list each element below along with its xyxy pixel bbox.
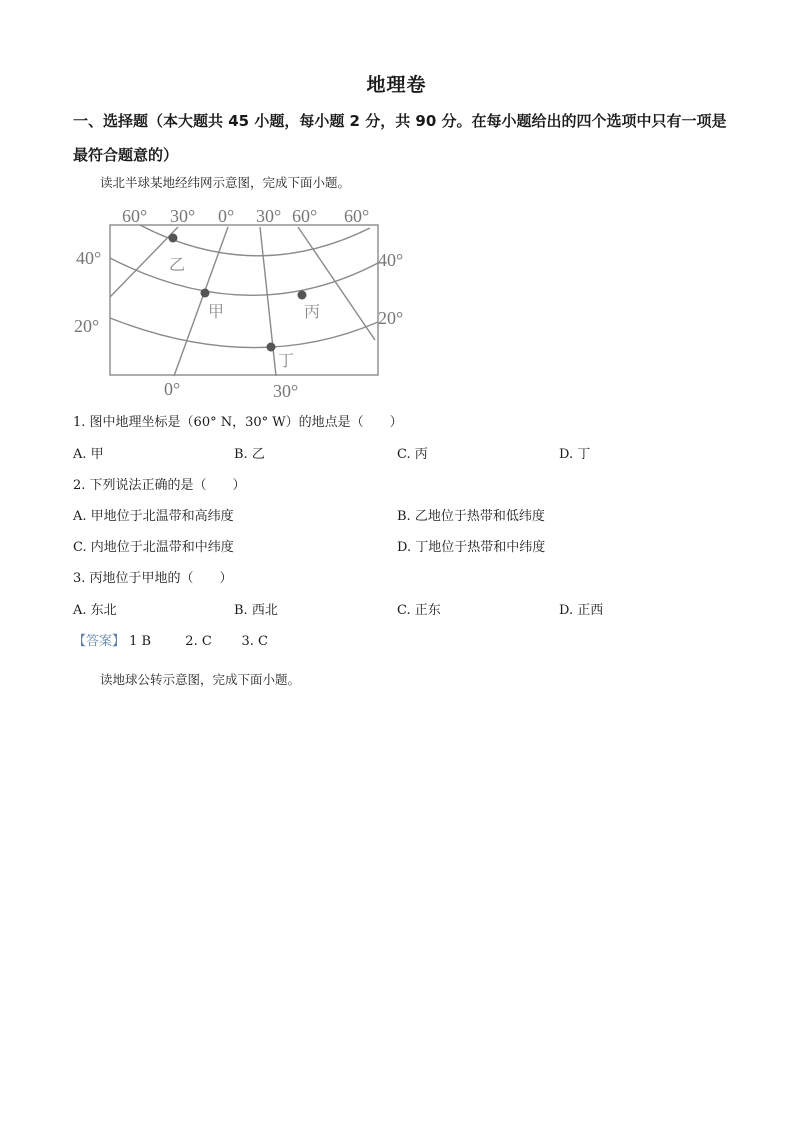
top-label-1: 60° bbox=[122, 206, 148, 226]
point-label-jia: 甲 bbox=[208, 302, 225, 321]
question-1-stem: 图中地理坐标是（60° N，30° W）的地点是（ ） bbox=[89, 415, 403, 430]
left-label-20: 20° bbox=[74, 316, 100, 336]
bottom-label-0: 0° bbox=[164, 379, 181, 399]
question-2-option-c[interactable]: C. 内地位于北温带和中纬度 bbox=[73, 540, 234, 555]
question-3-option-c[interactable]: C. 正东 bbox=[397, 603, 441, 618]
answer-line bbox=[73, 630, 268, 649]
question-1-option-b[interactable]: B. 乙 bbox=[234, 447, 265, 462]
question-3-number: 3. bbox=[73, 571, 86, 586]
top-label-5: 60° bbox=[292, 206, 318, 226]
point-bing bbox=[298, 291, 307, 300]
question-3 bbox=[73, 567, 233, 586]
top-label-6: 60° bbox=[344, 206, 370, 226]
answer-item-2: 2. C bbox=[185, 634, 212, 649]
answer-item-3: 3. C bbox=[241, 634, 268, 649]
question-3-option-a[interactable]: A. 东北 bbox=[73, 603, 117, 618]
top-label-4: 30° bbox=[256, 206, 282, 226]
point-jia bbox=[201, 289, 210, 298]
point-label-yi: 乙 bbox=[169, 255, 186, 274]
question-2-option-b[interactable]: B. 乙地位于热带和低纬度 bbox=[397, 509, 545, 524]
question-1-option-a[interactable]: A. 甲 bbox=[73, 447, 104, 462]
question-1-option-d[interactable]: D. 丁 bbox=[559, 447, 591, 462]
answer-label: 【答案】 bbox=[73, 634, 126, 649]
question-2 bbox=[73, 474, 246, 493]
question-1-number: 1. bbox=[73, 415, 86, 430]
bottom-label-30: 30° bbox=[273, 381, 299, 401]
top-label-2: 30° bbox=[170, 206, 196, 226]
answer-item-1: 1 B bbox=[129, 634, 152, 649]
question-2-option-a[interactable]: A. 甲地位于北温带和高纬度 bbox=[73, 509, 234, 524]
question-1 bbox=[73, 411, 403, 430]
top-label-3: 0° bbox=[218, 206, 235, 226]
question-2-stem: 下列说法正确的是（ ） bbox=[89, 478, 246, 493]
graticule-map-figure bbox=[70, 200, 420, 410]
point-yi bbox=[169, 234, 178, 243]
group-2-intro: 读地球公转示意图，完成下面小题。 bbox=[100, 672, 301, 687]
point-label-bing: 丙 bbox=[304, 302, 321, 321]
right-label-40: 40° bbox=[378, 250, 404, 270]
question-2-option-d[interactable]: D. 丁地位于热带和中纬度 bbox=[397, 540, 546, 555]
page-title: 地理卷 bbox=[366, 74, 427, 96]
question-3-option-b[interactable]: B. 西北 bbox=[234, 603, 278, 618]
question-3-stem: 丙地位于甲地的（ ） bbox=[89, 571, 233, 586]
point-label-ding: 丁 bbox=[278, 351, 295, 370]
right-label-20: 20° bbox=[378, 308, 404, 328]
point-ding bbox=[267, 343, 276, 352]
section-heading: 一、选择题（本大题共 45 小题，每小题 2 分，共 90 分。在每小题给出的四个选项中只有一项是最符合题意的） bbox=[73, 112, 727, 164]
left-label-40: 40° bbox=[76, 248, 102, 268]
question-1-option-c[interactable]: C. 丙 bbox=[397, 447, 428, 462]
question-3-option-d[interactable]: D. 正西 bbox=[559, 603, 604, 618]
group-1-intro: 读北半球某地经纬网示意图，完成下面小题。 bbox=[100, 175, 351, 190]
question-2-number: 2. bbox=[73, 478, 86, 493]
